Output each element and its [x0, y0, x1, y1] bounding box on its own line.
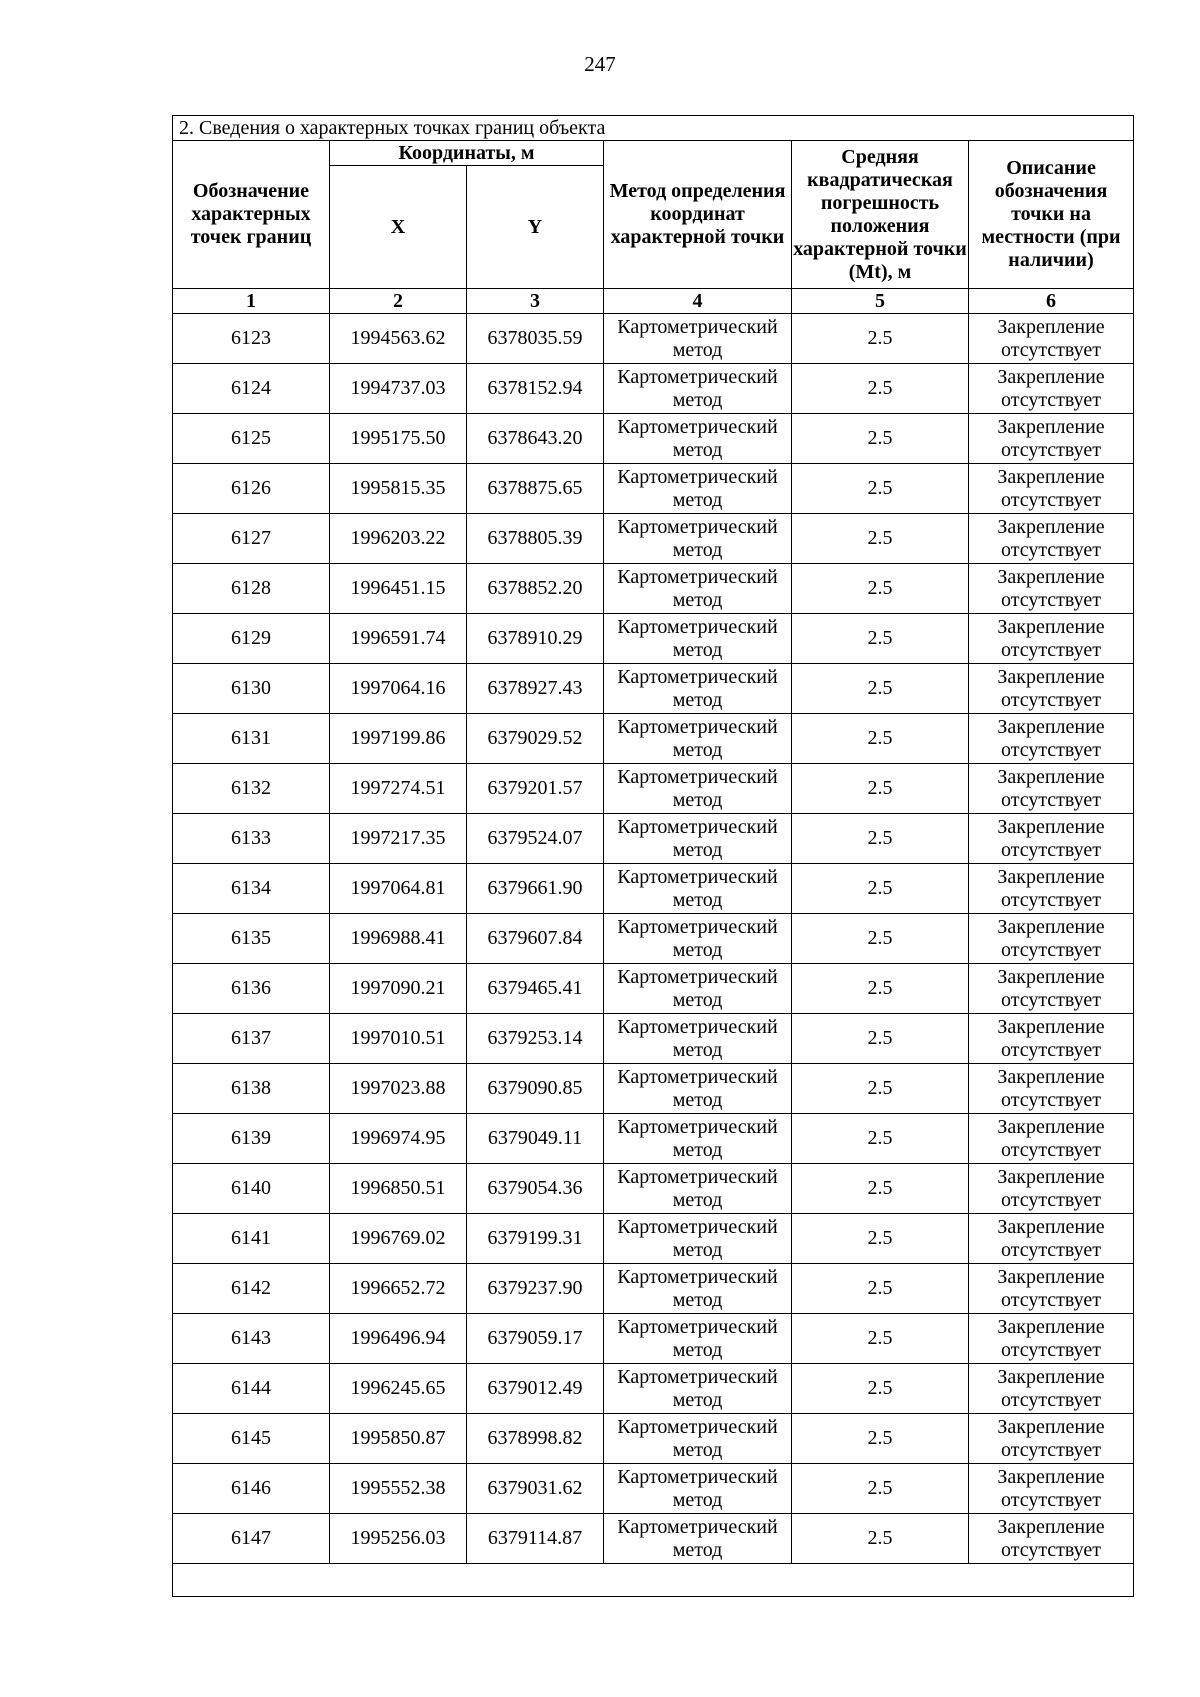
y-coordinate-cell: 6379661.90 [467, 864, 604, 914]
method-cell: Картометрический метод [604, 814, 792, 864]
x-coordinate-cell: 1997217.35 [330, 814, 467, 864]
x-coordinate-cell: 1995175.50 [330, 414, 467, 464]
method-cell: Картометрический метод [604, 1064, 792, 1114]
header-y: Y [467, 166, 604, 289]
y-coordinate-cell: 6378852.20 [467, 564, 604, 614]
error-cell: 2.5 [792, 364, 969, 414]
description-cell: Закрепление отсутствует [969, 1514, 1134, 1564]
section-title: 2. Сведения о характерных точках границ объекта [173, 116, 1134, 141]
point-id-cell: 6132 [173, 764, 330, 814]
error-cell: 2.5 [792, 1064, 969, 1114]
header-error: Средняя квадратическая погрешность положения характерной точки (Mt), м [792, 141, 969, 289]
header-description: Описание обозначения точки на местности (при наличии) [969, 141, 1134, 289]
method-cell: Картометрический метод [604, 664, 792, 714]
header-x: X [330, 166, 467, 289]
table-body [173, 314, 1134, 1564]
y-coordinate-cell: 6378927.43 [467, 664, 604, 714]
error-cell: 2.5 [792, 964, 969, 1014]
error-cell: 2.5 [792, 1164, 969, 1214]
table-row [173, 1014, 1134, 1064]
method-cell: Картометрический метод [604, 1514, 792, 1564]
table-row [173, 614, 1134, 664]
point-id-cell: 6142 [173, 1264, 330, 1314]
method-cell: Картометрический метод [604, 364, 792, 414]
description-cell: Закрепление отсутствует [969, 964, 1134, 1014]
x-coordinate-cell: 1996451.15 [330, 564, 467, 614]
x-coordinate-cell: 1997010.51 [330, 1014, 467, 1064]
point-id-cell: 6136 [173, 964, 330, 1014]
error-cell: 2.5 [792, 1214, 969, 1264]
table-row [173, 314, 1134, 364]
y-coordinate-cell: 6379029.52 [467, 714, 604, 764]
x-coordinate-cell: 1997064.16 [330, 664, 467, 714]
description-cell: Закрепление отсутствует [969, 1464, 1134, 1514]
table-footer-row [173, 1564, 1134, 1597]
x-coordinate-cell: 1997199.86 [330, 714, 467, 764]
y-coordinate-cell: 6379199.31 [467, 1214, 604, 1264]
header-method: Метод определения координат характерной точки [604, 141, 792, 289]
x-coordinate-cell: 1997090.21 [330, 964, 467, 1014]
x-coordinate-cell: 1996591.74 [330, 614, 467, 664]
x-coordinate-cell: 1995552.38 [330, 1464, 467, 1514]
method-cell: Картометрический метод [604, 1364, 792, 1414]
x-coordinate-cell: 1996769.02 [330, 1214, 467, 1264]
point-id-cell: 6129 [173, 614, 330, 664]
table-row [173, 1064, 1134, 1114]
point-id-cell: 6135 [173, 914, 330, 964]
y-coordinate-cell: 6379054.36 [467, 1164, 604, 1214]
description-cell: Закрепление отсутствует [969, 714, 1134, 764]
method-cell: Картометрический метод [604, 714, 792, 764]
method-cell: Картометрический метод [604, 1464, 792, 1514]
column-number: 3 [467, 289, 604, 314]
table-row [173, 1264, 1134, 1314]
y-coordinate-cell: 6379031.62 [467, 1464, 604, 1514]
column-number: 6 [969, 289, 1134, 314]
method-cell: Картометрический метод [604, 514, 792, 564]
table-row [173, 764, 1134, 814]
error-cell: 2.5 [792, 814, 969, 864]
x-coordinate-cell: 1997023.88 [330, 1064, 467, 1114]
table-row [173, 664, 1134, 714]
y-coordinate-cell: 6379114.87 [467, 1514, 604, 1564]
method-cell: Картометрический метод [604, 464, 792, 514]
description-cell: Закрепление отсутствует [969, 1014, 1134, 1064]
x-coordinate-cell: 1996203.22 [330, 514, 467, 564]
error-cell: 2.5 [792, 1464, 969, 1514]
error-cell: 2.5 [792, 514, 969, 564]
description-cell: Закрепление отсутствует [969, 764, 1134, 814]
x-coordinate-cell: 1995850.87 [330, 1414, 467, 1464]
point-id-cell: 6128 [173, 564, 330, 614]
method-cell: Картометрический метод [604, 1014, 792, 1064]
y-coordinate-cell: 6379012.49 [467, 1364, 604, 1414]
description-cell: Закрепление отсутствует [969, 1164, 1134, 1214]
column-number: 2 [330, 289, 467, 314]
point-id-cell: 6143 [173, 1314, 330, 1364]
description-cell: Закрепление отсутствует [969, 864, 1134, 914]
description-cell: Закрепление отсутствует [969, 1364, 1134, 1414]
table-row [173, 1164, 1134, 1214]
column-number: 4 [604, 289, 792, 314]
empty-cell [173, 1564, 1134, 1597]
method-cell: Картометрический метод [604, 564, 792, 614]
column-number: 5 [792, 289, 969, 314]
description-cell: Закрепление отсутствует [969, 1114, 1134, 1164]
y-coordinate-cell: 6378910.29 [467, 614, 604, 664]
point-id-cell: 6130 [173, 664, 330, 714]
table-row [173, 864, 1134, 914]
method-cell: Картометрический метод [604, 764, 792, 814]
method-cell: Картометрический метод [604, 1314, 792, 1364]
description-cell: Закрепление отсутствует [969, 1064, 1134, 1114]
y-coordinate-cell: 6379201.57 [467, 764, 604, 814]
error-cell: 2.5 [792, 764, 969, 814]
description-cell: Закрепление отсутствует [969, 314, 1134, 364]
error-cell: 2.5 [792, 414, 969, 464]
table-row [173, 964, 1134, 1014]
page-number: 247 [584, 52, 616, 76]
point-id-cell: 6141 [173, 1214, 330, 1264]
y-coordinate-cell: 6379253.14 [467, 1014, 604, 1064]
error-cell: 2.5 [792, 1414, 969, 1464]
point-id-cell: 6147 [173, 1514, 330, 1564]
point-id-cell: 6138 [173, 1064, 330, 1114]
error-cell: 2.5 [792, 1514, 969, 1564]
error-cell: 2.5 [792, 864, 969, 914]
x-coordinate-cell: 1996496.94 [330, 1314, 467, 1364]
error-cell: 2.5 [792, 614, 969, 664]
description-cell: Закрепление отсутствует [969, 564, 1134, 614]
description-cell: Закрепление отсутствует [969, 1214, 1134, 1264]
point-id-cell: 6139 [173, 1114, 330, 1164]
method-cell: Картометрический метод [604, 1164, 792, 1214]
method-cell: Картометрический метод [604, 1114, 792, 1164]
x-coordinate-cell: 1996988.41 [330, 914, 467, 964]
error-cell: 2.5 [792, 914, 969, 964]
description-cell: Закрепление отсутствует [969, 664, 1134, 714]
point-id-cell: 6133 [173, 814, 330, 864]
point-id-cell: 6123 [173, 314, 330, 364]
table-row [173, 1114, 1134, 1164]
y-coordinate-cell: 6379049.11 [467, 1114, 604, 1164]
point-id-cell: 6126 [173, 464, 330, 514]
y-coordinate-cell: 6379607.84 [467, 914, 604, 964]
description-cell: Закрепление отсутствует [969, 514, 1134, 564]
table-row [173, 464, 1134, 514]
x-coordinate-cell: 1996974.95 [330, 1114, 467, 1164]
error-cell: 2.5 [792, 1364, 969, 1414]
table-row [173, 1314, 1134, 1364]
y-coordinate-cell: 6378152.94 [467, 364, 604, 414]
description-cell: Закрепление отсутствует [969, 814, 1134, 864]
y-coordinate-cell: 6378805.39 [467, 514, 604, 564]
table-row [173, 364, 1134, 414]
coordinates-table [172, 115, 1134, 1597]
y-coordinate-cell: 6379059.17 [467, 1314, 604, 1364]
method-cell: Картометрический метод [604, 414, 792, 464]
y-coordinate-cell: 6379524.07 [467, 814, 604, 864]
table-row [173, 1214, 1134, 1264]
table-row [173, 1514, 1134, 1564]
description-cell: Закрепление отсутствует [969, 464, 1134, 514]
table-row [173, 814, 1134, 864]
x-coordinate-cell: 1994737.03 [330, 364, 467, 414]
error-cell: 2.5 [792, 714, 969, 764]
description-cell: Закрепление отсутствует [969, 1314, 1134, 1364]
error-cell: 2.5 [792, 1014, 969, 1064]
method-cell: Картометрический метод [604, 1414, 792, 1464]
x-coordinate-cell: 1997064.81 [330, 864, 467, 914]
x-coordinate-cell: 1994563.62 [330, 314, 467, 364]
error-cell: 2.5 [792, 564, 969, 614]
y-coordinate-cell: 6378643.20 [467, 414, 604, 464]
x-coordinate-cell: 1997274.51 [330, 764, 467, 814]
table-row [173, 1464, 1134, 1514]
error-cell: 2.5 [792, 1314, 969, 1364]
method-cell: Картометрический метод [604, 1264, 792, 1314]
table-row [173, 1414, 1134, 1464]
y-coordinate-cell: 6379090.85 [467, 1064, 604, 1114]
x-coordinate-cell: 1995815.35 [330, 464, 467, 514]
y-coordinate-cell: 6379237.90 [467, 1264, 604, 1314]
y-coordinate-cell: 6378035.59 [467, 314, 604, 364]
x-coordinate-cell: 1996850.51 [330, 1164, 467, 1214]
point-id-cell: 6131 [173, 714, 330, 764]
table-row [173, 1364, 1134, 1414]
description-cell: Закрепление отсутствует [969, 1414, 1134, 1464]
point-id-cell: 6145 [173, 1414, 330, 1464]
point-id-cell: 6125 [173, 414, 330, 464]
table-row [173, 714, 1134, 764]
description-cell: Закрепление отсутствует [969, 364, 1134, 414]
method-cell: Картометрический метод [604, 1214, 792, 1264]
x-coordinate-cell: 1996245.65 [330, 1364, 467, 1414]
header-point-designation: Обозначение характерных точек границ [173, 141, 330, 289]
y-coordinate-cell: 6378998.82 [467, 1414, 604, 1464]
error-cell: 2.5 [792, 1114, 969, 1164]
point-id-cell: 6124 [173, 364, 330, 414]
method-cell: Картометрический метод [604, 314, 792, 364]
method-cell: Картометрический метод [604, 964, 792, 1014]
description-cell: Закрепление отсутствует [969, 1264, 1134, 1314]
method-cell: Картометрический метод [604, 864, 792, 914]
point-id-cell: 6140 [173, 1164, 330, 1214]
table-row [173, 914, 1134, 964]
description-cell: Закрепление отсутствует [969, 614, 1134, 664]
table-row [173, 514, 1134, 564]
error-cell: 2.5 [792, 664, 969, 714]
table-row [173, 564, 1134, 614]
x-coordinate-cell: 1996652.72 [330, 1264, 467, 1314]
description-cell: Закрепление отсутствует [969, 914, 1134, 964]
y-coordinate-cell: 6378875.65 [467, 464, 604, 514]
column-number: 1 [173, 289, 330, 314]
point-id-cell: 6146 [173, 1464, 330, 1514]
point-id-cell: 6144 [173, 1364, 330, 1414]
point-id-cell: 6134 [173, 864, 330, 914]
header-coordinates: Координаты, м [330, 141, 604, 166]
point-id-cell: 6137 [173, 1014, 330, 1064]
method-cell: Картометрический метод [604, 914, 792, 964]
error-cell: 2.5 [792, 464, 969, 514]
y-coordinate-cell: 6379465.41 [467, 964, 604, 1014]
error-cell: 2.5 [792, 1264, 969, 1314]
error-cell: 2.5 [792, 314, 969, 364]
table-row [173, 414, 1134, 464]
description-cell: Закрепление отсутствует [969, 414, 1134, 464]
x-coordinate-cell: 1995256.03 [330, 1514, 467, 1564]
point-id-cell: 6127 [173, 514, 330, 564]
method-cell: Картометрический метод [604, 614, 792, 664]
